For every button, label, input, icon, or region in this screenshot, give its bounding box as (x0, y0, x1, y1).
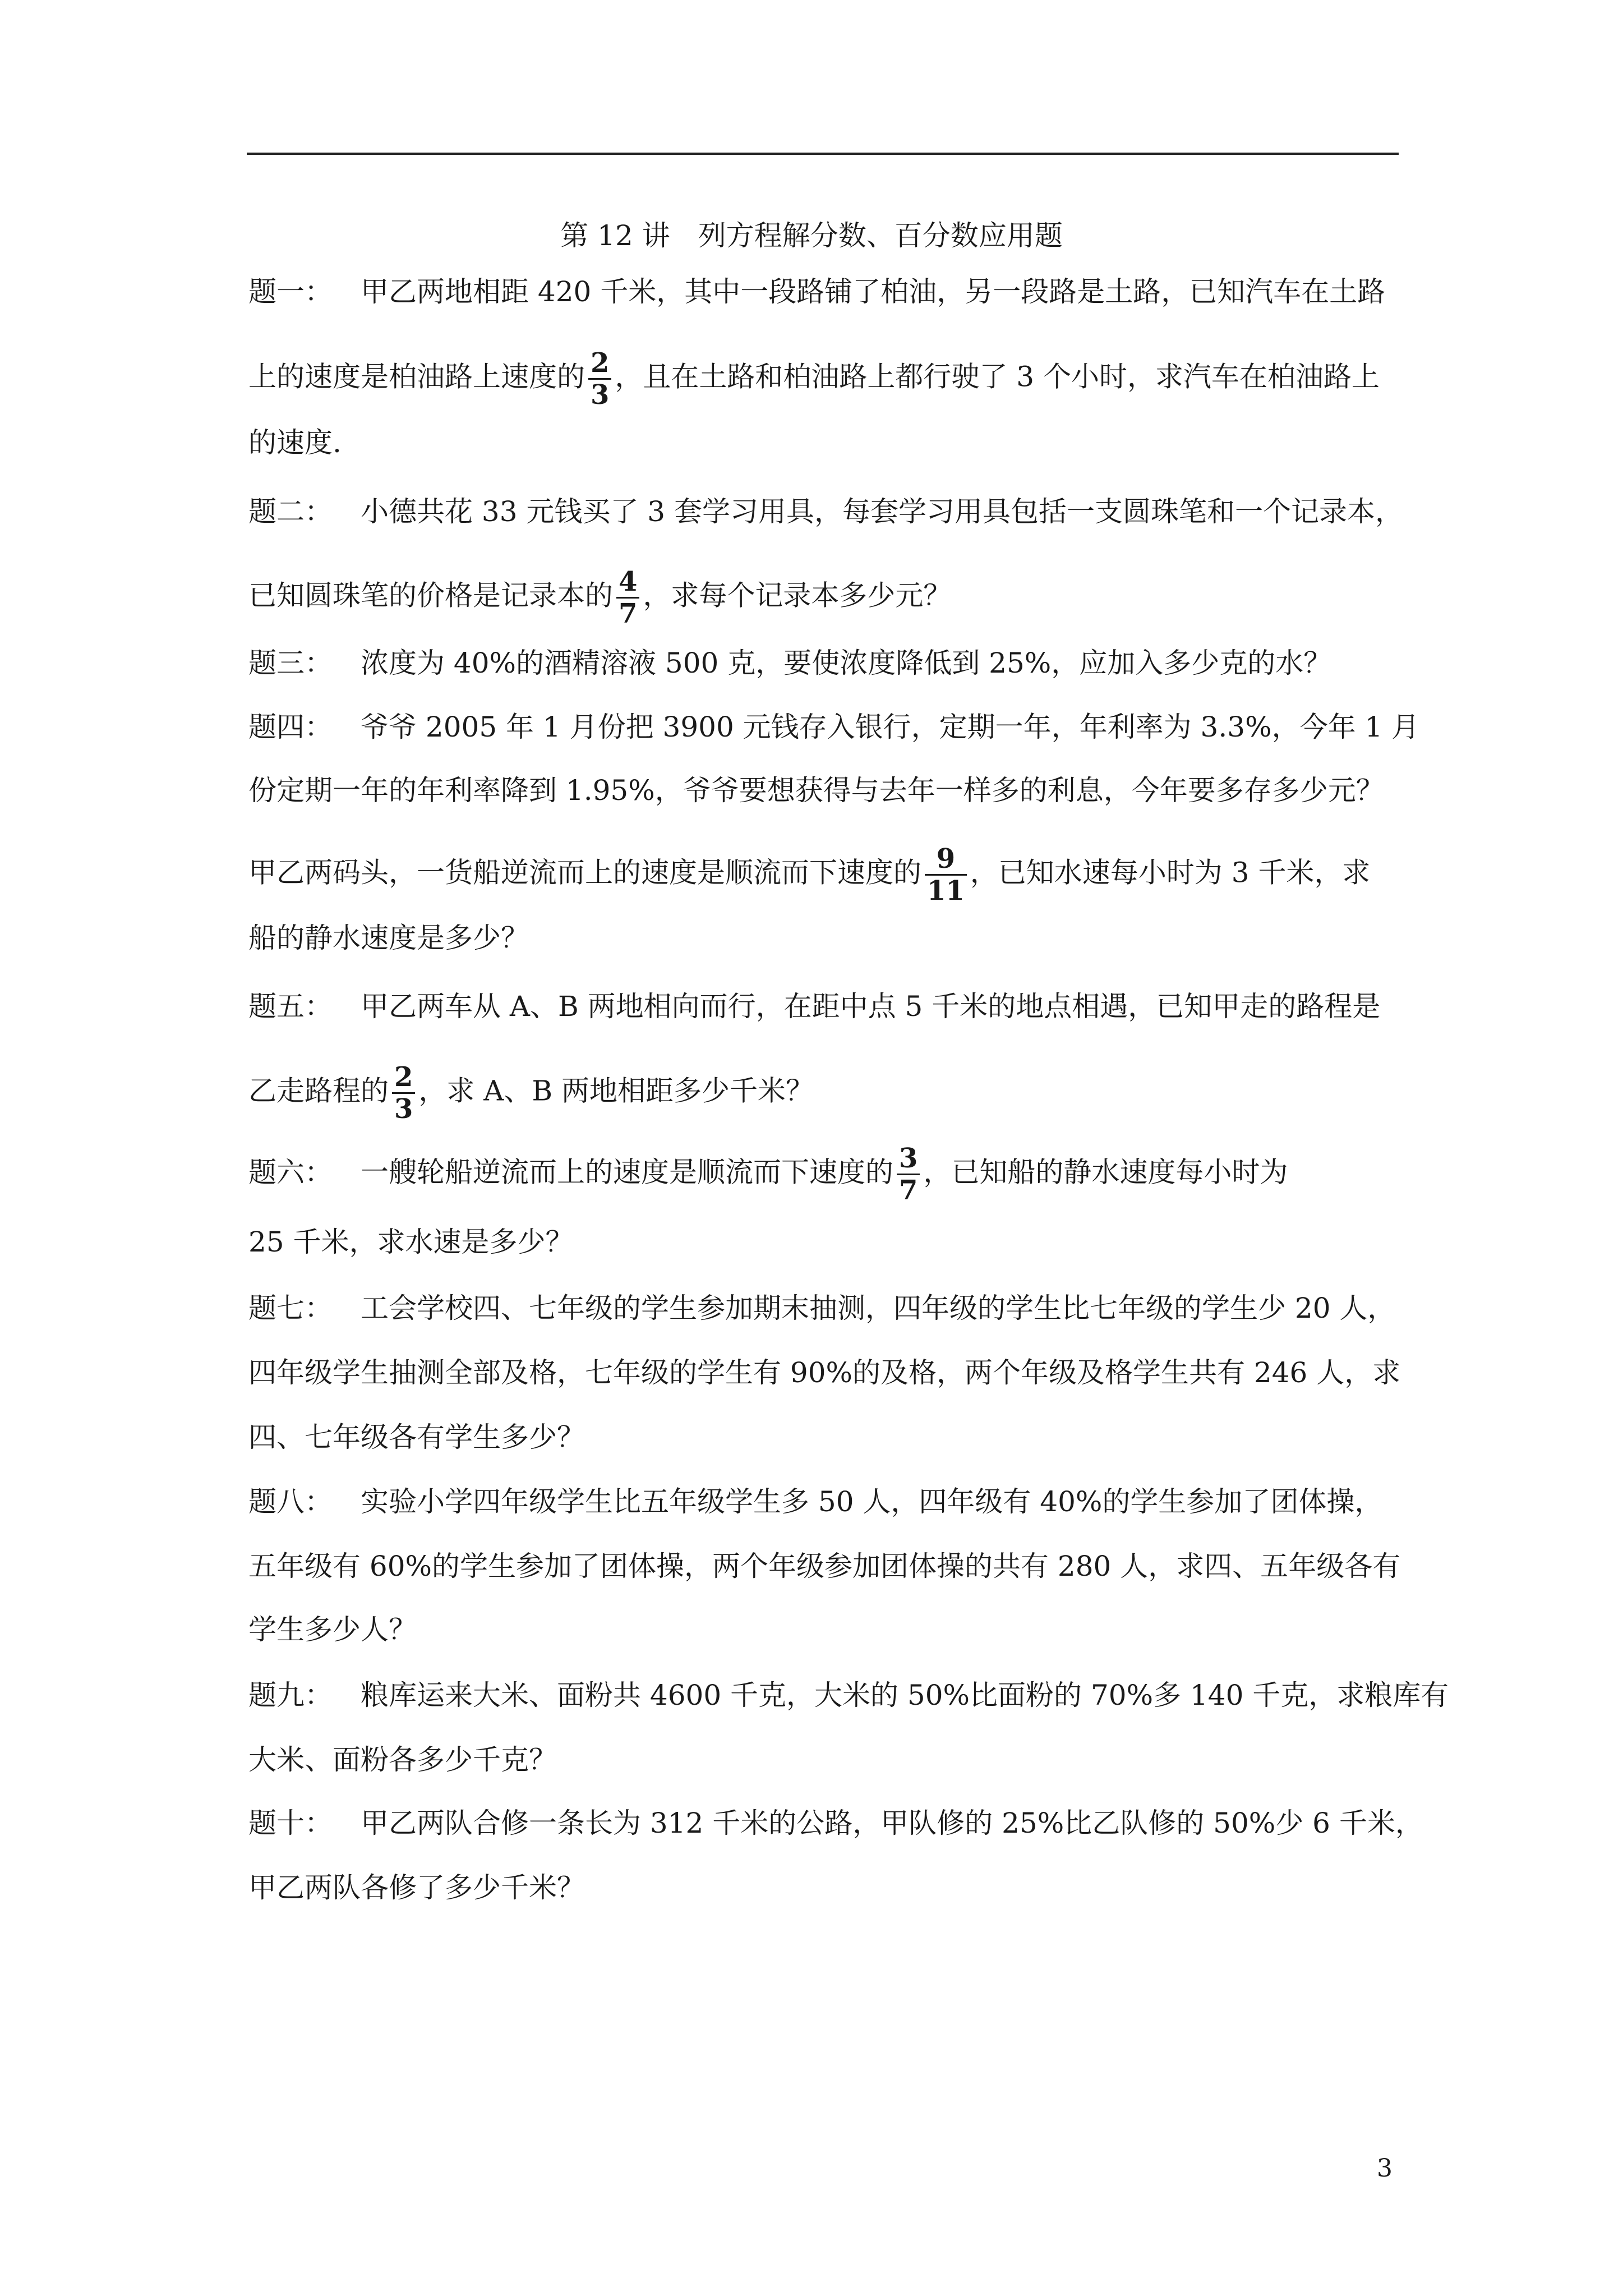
q8-line-3: 学生多少人？ (248, 1613, 417, 1646)
page-number: 3 (1377, 2154, 1393, 2183)
q2-fraction: $\frac{4}{7}$ (616, 567, 639, 629)
q3-line-1: 题三： 浓度为 40%的酒精溶液 500 克，要使浓度降低到 25%，应加入多少克的水？ (248, 645, 1331, 681)
q5-line-2: 乙走路程的 $\frac{2}{3}$ ，求 A、B 两地相距多少千米？ (248, 1061, 814, 1125)
q2-line-1: 题二： 小德共花 33 元钱买了 3 套学习用具，每套学习用具包括一支圆珠笔和一个记录本， (248, 494, 1403, 530)
header-rule (247, 153, 1399, 155)
q8-line-1: 题八： 实验小学四年级学生比五年级学生多 50 人，四年级有 40%的学生参加了团体操， (248, 1484, 1382, 1520)
q5-fraction: $\frac{2}{3}$ (392, 1062, 415, 1124)
q4-line-1: 题四： 爷爷 2005 年 1 月份把 3900 元钱存入银行，定期一年，年利率为 3.3%，今年 1 月 (248, 709, 1419, 745)
q6-line-2: 25 千米，求水速是多少？ (248, 1226, 574, 1258)
q8-line-2: 五年级有 60%的学生参加了团体操，两个年级参加团体操的共有 280 人，求四、五年级各有 (248, 1550, 1401, 1582)
page-title: 第 12 讲 列方程解分数、百分数应用题 (560, 219, 1063, 252)
q7-label: 题七： (248, 1292, 333, 1324)
q7-line-2: 四年级学生抽测全部及格，七年级的学生有 90%的及格，两个年级及格学生共有 246 人，求 (248, 1356, 1401, 1389)
q10-line-1: 题十： 甲乙两队合修一条长为 312 千米的公路，甲队修的 25%比乙队修的 50%少 6 千米， (248, 1805, 1423, 1841)
q4-line-4: 船的静水速度是多少？ (248, 922, 529, 954)
q1-fraction: $\frac{2}{3}$ (588, 348, 611, 410)
q10-label: 题十： (248, 1807, 333, 1839)
q6-fraction: $\frac{3}{7}$ (897, 1143, 920, 1205)
q1-line-3: 的速度. (248, 426, 342, 459)
q4-line-3: 甲乙两码头，一货船逆流而上的速度是顺流而下速度的 $\frac{9}{11}$ ，已知水速每小时为 3 千米，求 (248, 843, 1371, 907)
q10-line-2: 甲乙两队各修了多少千米？ (248, 1871, 585, 1904)
q4-line-2: 份定期一年的年利率降到 1.95%，爷爷要想获得与去年一样多的利息，今年要多存多少元？ (248, 774, 1384, 807)
q2-line-2: 已知圆珠笔的价格是记录本的 $\frac{4}{7}$ ，求每个记录本多少元？ (248, 566, 952, 629)
q4-label: 题四： (248, 711, 333, 743)
q9-line-2: 大米、面粉各多少千克？ (248, 1743, 557, 1776)
q5-line-1: 题五： 甲乙两车从 A、B 两地相向而行，在距中点 5 千米的地点相遇，已知甲走的路程是 (248, 988, 1380, 1024)
q3-label: 题三： (248, 647, 333, 679)
q7-line-1: 题七： 工会学校四、七年级的学生参加期末抽测，四年级的学生比七年级的学生少 20 人， (248, 1290, 1395, 1326)
q8-label: 题八： (248, 1485, 333, 1518)
q9-label: 题九： (248, 1679, 333, 1711)
q6-label: 题六： (248, 1156, 333, 1189)
q9-line-1: 题九： 粮库运来大米、面粉共 4600 千克，大米的 50%比面粉的 70%多 140 千克，求粮库有 (248, 1677, 1449, 1713)
q2-label: 题二： (248, 495, 333, 528)
q7-line-3: 四、七年级各有学生多少？ (248, 1421, 585, 1453)
q6-line-1: 题六： 一艘轮船逆流而上的速度是顺流而下速度的 $\frac{3}{7}$ ，已知船的静水速度每小时为 (248, 1143, 1288, 1206)
q1-line-2: 上的速度是柏油路上速度的 $\frac{2}{3}$ ，且在土路和柏油路上都行驶了 3 个小时，求汽车在柏油路上 (248, 347, 1380, 411)
q1-label: 题一： (248, 275, 333, 308)
q5-label: 题五： (248, 990, 333, 1023)
q4-fraction: $\frac{9}{11}$ (925, 844, 967, 906)
q1-line-1: 题一： 甲乙两地相距 420 千米，其中一段路铺了柏油，另一段路是土路，已知汽车在土路 (248, 274, 1385, 310)
